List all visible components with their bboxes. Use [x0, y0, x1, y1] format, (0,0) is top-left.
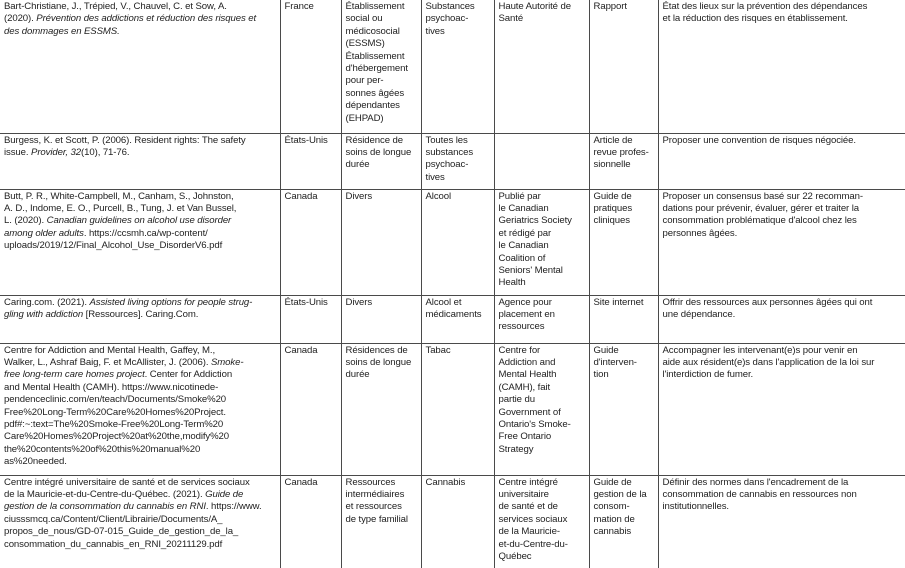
reference-line — [4, 345, 276, 357]
reference-text: L. (2020). — [4, 215, 47, 227]
cell-pays — [280, 0, 341, 133]
cell-milieu — [341, 475, 421, 568]
cell-objectif — [658, 343, 905, 475]
reference-text: uploads/2019/12/Final_Alcohol_Use_DisorderV6.pdf — [4, 240, 223, 252]
reference-text: ciusssmcq.ca/Content/Client/Librairie/Documents/A_ — [4, 513, 223, 525]
reference-line — [4, 456, 276, 468]
cell-organisation — [494, 0, 589, 133]
reference-text: the%20contents%20of%20this%20manual%20 — [4, 443, 201, 455]
cell-organisation-line: placement en — [498, 308, 555, 320]
cell-organisation-line: Free Ontario — [498, 431, 552, 443]
reference-text: Butt, P. R., White-Campbell, M., Canham, S., Johnston, — [4, 190, 234, 202]
cell-objectif-line: personnes âgées. — [662, 227, 738, 239]
reference-line — [4, 13, 276, 25]
cell-reference — [0, 133, 280, 189]
cell-milieu-line: durée — [345, 369, 370, 381]
reference-text: among older adults — [4, 227, 84, 239]
cell-organisation — [494, 475, 589, 568]
reference-text: Centre for Addiction and Mental Health, Gaffey, M., — [4, 344, 216, 356]
cell-organisation-line: Mental Health — [498, 369, 557, 381]
reference-text: . https://www. — [205, 501, 262, 513]
reference-text: Centre intégré universitaire de santé et de services sociaux — [4, 476, 250, 488]
reference-line — [4, 147, 276, 159]
reference-text: propos_de_nous/GD-07-015_Guide_de_gestion_de_la_ — [4, 526, 239, 538]
cell-substances-line: psychoac- — [425, 13, 469, 25]
reference-text: Provider, 32 — [31, 146, 82, 158]
cell-substances — [421, 343, 494, 475]
cell-milieu-line: (ESSMS) — [345, 38, 385, 50]
reference-line — [4, 382, 276, 394]
reference-text: pendenceclinic.com/en/teach/Documents/Smoke%20 — [4, 394, 227, 406]
reference-text: Smoke- — [210, 356, 244, 368]
cell-objectif-line: institutionnelles. — [662, 501, 729, 513]
cell-objectif-line: consommation de cannabis en ressources non — [662, 488, 857, 500]
cell-pays-line: Canada — [284, 476, 318, 488]
cell-organisation — [494, 295, 589, 343]
cell-type — [589, 189, 658, 295]
cell-substances-line: Substances — [425, 1, 475, 12]
cell-objectif-line: Offrir des ressources aux personnes âgées qui ont — [662, 296, 873, 308]
cell-reference — [0, 189, 280, 295]
cell-type — [589, 133, 658, 189]
cell-organisation-line: Centre for — [498, 344, 541, 356]
cell-substances-line: tives — [425, 171, 445, 183]
cell-organisation-line: et-du-Centre-du- — [498, 538, 568, 550]
cell-objectif-line: une dépendance. — [662, 308, 736, 320]
cell-organisation-line: Haute Autorité de — [498, 1, 571, 12]
cell-objectif — [658, 475, 905, 568]
cell-milieu-line: Résidences de — [345, 344, 408, 356]
cell-organisation-line: Coalition of — [498, 252, 546, 264]
reference-line — [4, 394, 276, 406]
cell-organisation-line: (CAMH), fait — [498, 381, 551, 393]
reference-line — [4, 191, 276, 203]
reference-text: (2020). — [4, 13, 37, 25]
cell-milieu-line: et ressources — [345, 501, 402, 513]
cell-organisation-line: le Canadian — [498, 240, 549, 252]
cell-pays-line: États-Unis — [284, 296, 328, 308]
reference-line — [4, 357, 276, 369]
cell-type-line: mation de — [593, 513, 635, 525]
cell-type-line: Rapport — [593, 1, 627, 12]
cell-substances — [421, 475, 494, 568]
reference-line — [4, 369, 276, 381]
cell-organisation-line: Government of — [498, 406, 561, 418]
cell-substances — [421, 295, 494, 343]
cell-objectif-line: consommation problématique d'alcool chez les — [662, 215, 857, 227]
cell-organisation-line: Geriatrics Society — [498, 215, 572, 227]
cell-organisation-line: le Canadian — [498, 202, 549, 214]
reference-text: Canadian guidelines on alcohol use disorder — [46, 215, 232, 227]
cell-milieu-line: durée — [345, 159, 370, 171]
cell-type-line: tion — [593, 369, 609, 381]
table-row — [0, 133, 905, 189]
reference-line — [4, 240, 276, 252]
cell-substances-line: Alcool et — [425, 296, 462, 308]
cell-pays-line: États-Unis — [284, 134, 328, 146]
reference-text: issue. — [4, 146, 32, 158]
reference-text: Assisted living options for people strug- — [89, 296, 253, 308]
cell-milieu-line: pour per- — [345, 75, 384, 87]
cell-pays — [280, 475, 341, 568]
cell-milieu-line: social ou — [345, 13, 383, 25]
cell-objectif-line: Définir des normes dans l'encadrement de la — [662, 476, 849, 488]
table-row — [0, 189, 905, 295]
cell-organisation — [494, 189, 589, 295]
cell-milieu-line: soins de longue — [345, 146, 412, 158]
reference-text: Caring.com. (2021). — [4, 296, 90, 308]
cell-milieu-line: soins de longue — [345, 356, 412, 368]
cell-objectif-line: et la réduction des risques en établissement. — [662, 13, 848, 25]
cell-organisation-line: universitaire — [498, 488, 549, 500]
cell-milieu-line: de type familial — [345, 513, 408, 525]
reference-text: as%20needed. — [4, 456, 67, 468]
cell-type — [589, 475, 658, 568]
cell-type-line: Guide — [593, 344, 619, 356]
reference-line — [4, 489, 276, 501]
reference-text: Free%20Long-Term%20Care%20Homes%20Project. — [4, 406, 226, 418]
cell-organisation — [494, 343, 589, 475]
cell-substances-line: médicaments — [425, 308, 482, 320]
cell-type-line: consom- — [593, 501, 630, 513]
reference-line — [4, 444, 276, 456]
reference-text: Bart-Christiane, J., Trépied, V., Chauvel, C. et Sow, A. — [4, 1, 227, 12]
cell-reference — [0, 295, 280, 343]
cell-organisation-line: et rédigé par — [498, 227, 552, 239]
reference-text: pdf#:~:text=The%20Smoke-Free%20Long-Term%20 — [4, 418, 224, 430]
cell-reference — [0, 475, 280, 568]
cell-milieu — [341, 343, 421, 475]
reference-line — [4, 431, 276, 443]
cell-type-line: d'interven- — [593, 356, 637, 368]
cell-type-line: pratiques — [593, 202, 633, 214]
reference-text: free long-term care homes project — [4, 369, 145, 381]
reference-text: A. D., Indome, E. O., Purcell, B., Tung, J. et Van Bussel, — [4, 202, 237, 214]
reference-line — [4, 203, 276, 215]
cell-organisation-line: Publié par — [498, 190, 541, 202]
cell-type — [589, 295, 658, 343]
reference-text: de la Mauricie-et-du-Centre-du-Québec. (2021). — [4, 488, 206, 500]
cell-milieu-line: d'hébergement — [345, 63, 408, 75]
cell-milieu-line: Résidence de — [345, 134, 403, 146]
reference-line — [4, 477, 276, 489]
cell-organisation-line: Santé — [498, 13, 524, 25]
cell-pays-line: Canada — [284, 344, 318, 356]
cell-milieu-line: (EHPAD) — [345, 112, 384, 124]
cell-objectif-line: Proposer une convention de risques négociée. — [662, 134, 856, 146]
cell-milieu — [341, 0, 421, 133]
cell-type-line: Site internet — [593, 296, 644, 308]
cell-organisation-line: Québec — [498, 550, 532, 562]
reference-line — [4, 419, 276, 431]
cell-objectif-line: Accompagner les intervenant(e)s pour venir en — [662, 344, 858, 356]
cell-substances-line: Toutes les — [425, 134, 468, 146]
cell-substances-line: tives — [425, 25, 445, 37]
cell-substances-line: Cannabis — [425, 476, 466, 488]
cell-type-line: Guide de — [593, 190, 632, 202]
reference-line — [4, 407, 276, 419]
reference-text: Guide de — [205, 488, 244, 500]
cell-objectif-line: aide aux résident(e)s dans l'application de la loi sur — [662, 356, 875, 368]
cell-objectif — [658, 295, 905, 343]
cell-milieu — [341, 133, 421, 189]
cell-type-line: Article de — [593, 134, 633, 146]
cell-substances-line: Alcool — [425, 190, 452, 202]
cell-organisation — [494, 133, 589, 189]
cell-organisation-line: partie du — [498, 394, 535, 406]
cell-milieu — [341, 295, 421, 343]
reference-text: Burgess, K. et Scott, P. (2006). Resident rights: The safety — [4, 134, 246, 146]
cell-reference — [0, 0, 280, 133]
cell-objectif — [658, 189, 905, 295]
cell-milieu-line: intermédiaires — [345, 488, 405, 500]
reference-text: des dommages en ESSMS. — [4, 25, 120, 37]
reference-line — [4, 135, 276, 147]
cell-objectif-line: Proposer un consensus basé sur 22 recomman- — [662, 190, 863, 202]
cell-milieu-line: Divers — [345, 296, 373, 308]
cell-pays — [280, 189, 341, 295]
cell-reference — [0, 343, 280, 475]
cell-milieu-line: Établissement — [345, 1, 405, 12]
cell-organisation-line: Agence pour — [498, 296, 552, 308]
cell-type-line: gestion de la — [593, 488, 647, 500]
cell-pays-line: France — [284, 1, 314, 12]
cell-pays — [280, 343, 341, 475]
reference-line — [4, 215, 276, 227]
reference-text: gling with addiction — [4, 308, 84, 320]
cell-organisation-line: ressources — [498, 321, 545, 333]
cell-type — [589, 343, 658, 475]
cell-pays — [280, 295, 341, 343]
reference-text: . https://ccsmh.ca/wp-content/ — [83, 227, 208, 239]
cell-milieu-line: dépendantes — [345, 100, 400, 112]
cell-organisation-line: Seniors' Mental — [498, 264, 563, 276]
cell-type-line: sionnelle — [593, 159, 631, 171]
reference-line — [4, 514, 276, 526]
cell-substances-line: Tabac — [425, 344, 451, 356]
cell-objectif-line: État des lieux sur la prévention des dépendances — [662, 1, 868, 12]
reference-text: consommation_du_cannabis_en_RNI_20211129.pdf — [4, 538, 223, 550]
cell-type-line: Guide de — [593, 476, 632, 488]
cell-objectif — [658, 133, 905, 189]
reference-text: gestion de la consommation du cannabis en RNI — [4, 501, 206, 513]
reference-line — [4, 26, 276, 38]
reference-text: Prévention des addictions et réduction des risques et — [36, 13, 257, 25]
cell-substances — [421, 189, 494, 295]
cell-organisation-line: Centre intégré — [498, 476, 558, 488]
cell-type-line: revue profes- — [593, 146, 649, 158]
cell-organisation-line: Health — [498, 277, 526, 289]
table-row — [0, 343, 905, 475]
cell-organisation-line: de la Mauricie- — [498, 526, 560, 538]
reference-line — [4, 539, 276, 551]
cell-milieu-line: Divers — [345, 190, 373, 202]
cell-milieu-line: Établissement — [345, 50, 405, 62]
cell-organisation-line: services sociaux — [498, 513, 568, 525]
reference-line — [4, 1, 276, 13]
table-row — [0, 0, 905, 133]
cell-type — [589, 0, 658, 133]
reference-text: [Ressources]. Caring.Com. — [83, 308, 199, 320]
cell-milieu — [341, 189, 421, 295]
cell-organisation-line: Addiction and — [498, 356, 556, 368]
cell-milieu-line: médicosocial — [345, 25, 400, 37]
reference-text: (10), 71-76. — [81, 146, 130, 158]
cell-pays — [280, 133, 341, 189]
reference-line — [4, 501, 276, 513]
table-row — [0, 295, 905, 343]
cell-pays-line: Canada — [284, 190, 318, 202]
cell-organisation-line: de santé et de — [498, 501, 558, 513]
cell-substances — [421, 133, 494, 189]
reference-line — [4, 297, 276, 309]
reference-line — [4, 309, 276, 321]
cell-type-line: cannabis — [593, 526, 632, 538]
reference-text: Walker, L., Ashraf Baig, F. et McAllister, J. (2006). — [4, 356, 211, 368]
reference-line — [4, 526, 276, 538]
cell-substances-line: substances — [425, 146, 474, 158]
reference-text: and Mental Health (CAMH). https://www.nicotinede- — [4, 381, 219, 393]
reference-text: . Center for Addiction — [144, 369, 233, 381]
cell-substances-line: psychoac- — [425, 159, 469, 171]
cell-objectif-line: l'interdiction de fumer. — [662, 369, 754, 381]
cell-type-line: cliniques — [593, 215, 630, 227]
cell-milieu-line: sonnes âgées — [345, 87, 405, 99]
cell-objectif — [658, 0, 905, 133]
table-row — [0, 475, 905, 568]
reference-text: Care%20Homes%20Project%20at%20the,modify%20 — [4, 431, 230, 443]
reference-line — [4, 228, 276, 240]
cell-substances — [421, 0, 494, 133]
cell-organisation-line: Ontario's Smoke- — [498, 418, 571, 430]
cell-milieu-line: Ressources — [345, 476, 396, 488]
cell-organisation-line: Strategy — [498, 443, 534, 455]
cell-objectif-line: dations pour prévenir, évaluer, gérer et traiter la — [662, 202, 859, 214]
